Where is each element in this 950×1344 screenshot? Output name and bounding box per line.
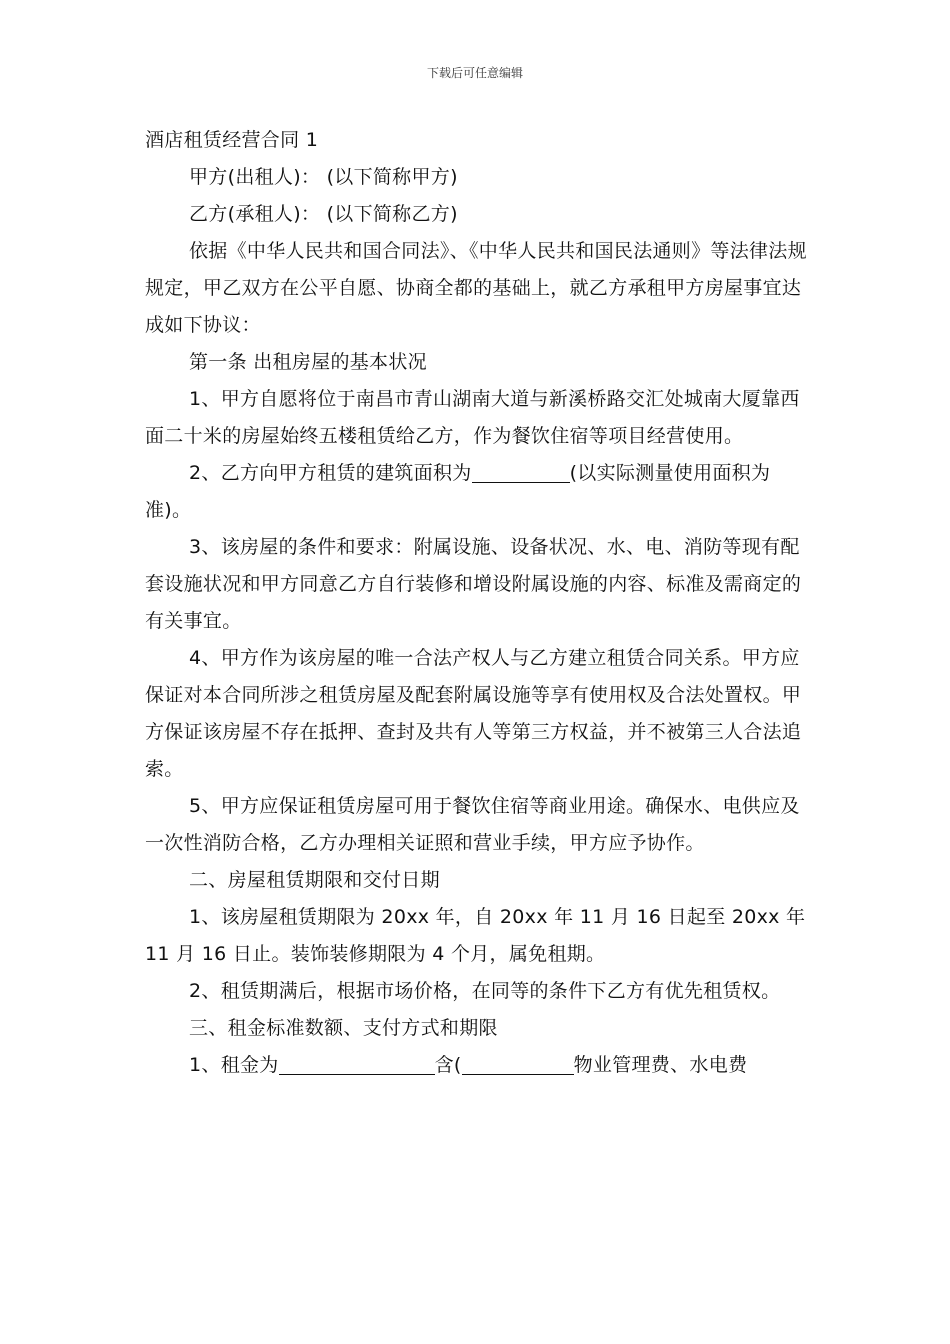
page-header-note: 下载后可任意编辑 [426,66,523,80]
section3-item1 [145,1047,813,1084]
document-body [145,122,813,1084]
section3-item1-text-a: 1、租金为 [189,1054,279,1076]
section1-heading: 第一条 出租房屋的基本状况 [189,351,427,373]
section3-heading: 三、租金标准数额、支付方式和期限 [189,1017,498,1039]
section1-item3: 3、该房屋的条件和要求：附属设施、设备状况、水、电、消防等现有配套设施状况和甲方同意乙方自行装修和增设附属设施的内容、标准及需商定的有关事宜。 [145,536,802,632]
party-b-line: 乙方(承租人)： (以下简称乙方) [189,203,458,225]
included-fees-blank [462,1052,574,1075]
section3-item1-text-b: 含( [434,1054,462,1076]
section1-item1: 1、甲方自愿将位于南昌市青山湖南大道与新溪桥路交汇处城南大厦靠西面二十米的房屋始终五楼租赁给乙方，作为餐饮住宿等项目经营使用。 [145,388,800,447]
area-blank [472,460,570,483]
rent-amount-blank [279,1052,435,1075]
section1-item2 [145,455,813,529]
section1-item2-text-b: (以实际测量使用面积为准)。 [145,462,771,521]
section1-item4: 4、甲方作为该房屋的唯一合法产权人与乙方建立租赁合同关系。甲方应保证对本合同所涉之租赁房屋及配套附属设施等享有使用权及合法处置权。甲方保证该房屋不存在抵押、查封及共有人等第三方权益，并不被第三人合法追索。 [145,647,802,780]
section2-heading: 二、房屋租赁期限和交付日期 [189,869,440,891]
section3-item1-text-c: 物业管理费、水电费 [573,1054,748,1076]
document-title: 酒店租赁经营合同 1 [145,129,319,151]
section1-item2-text-a: 2、乙方向甲方租赁的建筑面积为 [189,462,472,484]
section2-item1: 1、该房屋租赁期限为 20xx 年，自 20xx 年 11 月 16 日起至 20xx 年 11 月 16 日止。装饰装修期限为 4 个月，属免租期。 [145,906,806,965]
preamble-paragraph: 依据《中华人民共和国合同法》、《中华人民共和国民法通则》等法律法规规定，甲乙双方在公平自愿、协商全都的基础上，就乙方承租甲方房屋事宜达成如下协议： [145,240,807,336]
section1-item5: 5、甲方应保证租赁房屋可用于餐饮住宿等商业用途。确保水、电供应及一次性消防合格，乙方办理相关证照和营业手续，甲方应予协作。 [145,795,800,854]
party-a-line: 甲方(出租人)： (以下简称甲方) [189,166,458,188]
section2-item2: 2、租赁期满后，根据市场价格，在同等的条件下乙方有优先租赁权。 [189,980,781,1002]
